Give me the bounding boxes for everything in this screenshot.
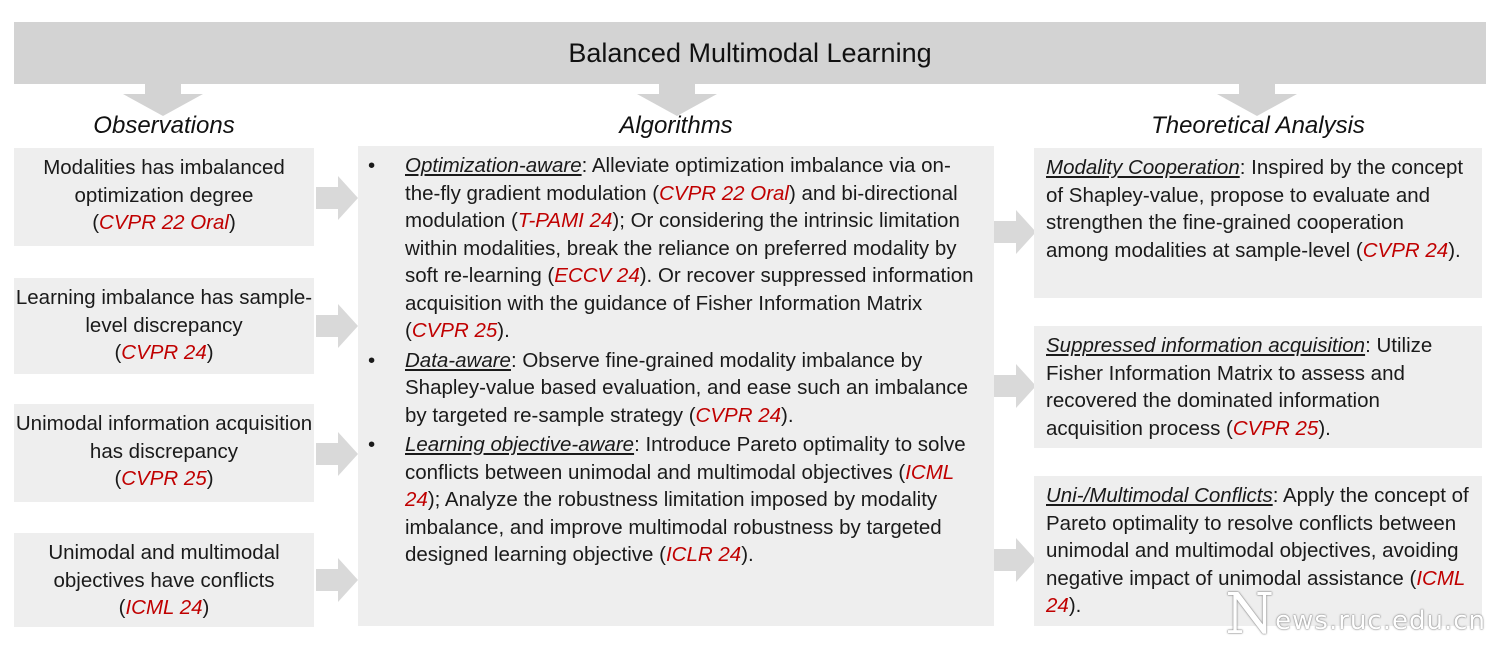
theory-text: ).: [1068, 594, 1082, 617]
citation: CVPR 22 Oral: [659, 181, 789, 205]
observation-text: Unimodal and multimodal objectives have conflicts: [48, 541, 280, 592]
theory-label: Suppressed information acquisition: [1046, 334, 1366, 357]
column-header-algorithms: Algorithms: [619, 112, 733, 139]
algorithms-box: [358, 146, 994, 626]
citation: ECCV 24: [554, 264, 640, 287]
observation-text: Learning imbalance has sample-level discrepancy: [15, 286, 313, 337]
right-arrow-alg-2: [994, 364, 1036, 408]
diagram-title: Balanced Multimodal Learning: [568, 37, 932, 68]
observation-citation: ICML 24: [125, 596, 203, 619]
observation-citation: CVPR 24: [121, 341, 207, 364]
algorithm-text: : Observe fine-grained modality imbalance by Shapley-value based evaluation, and ease such an imbalance by targeted re-sample strategy (: [405, 348, 968, 427]
watermark-initial: N: [1225, 582, 1276, 647]
theory-box-suppressed: [1034, 326, 1482, 448]
theory-text: ).: [1448, 238, 1461, 262]
algorithm-text: ).: [497, 319, 510, 342]
bullet: •: [368, 154, 376, 177]
right-arrow-obs-2: [316, 304, 358, 348]
theory-text: : Utilize Fisher Information Matrix to assess and recovered the dominated information acquisition process (: [1046, 334, 1433, 440]
citation: CVPR 25: [1232, 416, 1319, 440]
right-arrow-obs-4: [316, 558, 358, 602]
column-header-observations: Observations: [93, 112, 235, 139]
algorithm-text: : Alleviate optimization imbalance via on-the-fly gradient modulation (: [405, 154, 951, 205]
citation: CVPR 25: [411, 319, 498, 342]
algorithm-text: ). Or recover suppressed information acquisition with the guidance of Fisher Information Matrix (: [405, 264, 974, 342]
algorithm-item-objective: [358, 431, 994, 569]
right-arrow-alg-1: [994, 210, 1036, 254]
bullet: •: [368, 348, 376, 372]
observation-box-1: Modalities has imbalanced optimization degree (CVPR 22 Oral): [14, 148, 314, 246]
algorithms-list: [358, 152, 994, 569]
algorithm-text: ); Or considering the intrinsic limitation within modalities, break the reliance on preferred modality by soft re-learning (: [405, 209, 960, 287]
algorithm-text: ).: [741, 543, 754, 566]
watermark: [1225, 582, 1486, 647]
citation: CVPR 24: [695, 403, 782, 427]
algorithm-label: Optimization-aware: [405, 154, 582, 177]
right-arrow-alg-3: [994, 538, 1036, 582]
right-arrow-obs-1: [316, 176, 358, 220]
citation: ICML 24: [405, 460, 954, 511]
observation-box-2: Learning imbalance has sample-level discrepancy (CVPR 24): [14, 278, 314, 374]
theory-text: : Inspired by the concept of Shapley-value, propose to evaluate and strengthen the fine-grained cooperation among modalities at sample-level (: [1046, 156, 1464, 262]
theory-box-cooperation: [1034, 148, 1482, 298]
theory-label: Uni-/Multimodal Conflicts: [1046, 484, 1273, 507]
observation-text: Unimodal information acquisition has discrepancy: [15, 412, 313, 463]
algorithm-text: ); Analyze the robustness limitation imposed by modality imbalance, and improve multimodal robustness by targeted designed learning objective (: [405, 488, 942, 566]
citation: ICLR 24: [665, 543, 742, 566]
observation-citation: CVPR 25: [121, 467, 207, 490]
down-arrow-observations: [123, 82, 203, 116]
observation-citation: CVPR 22 Oral: [99, 211, 229, 234]
algorithm-text: : Introduce Pareto optimality to solve conflicts between unimodal and multimodal objectives (: [405, 433, 966, 484]
theory-text: ).: [1318, 416, 1331, 440]
algorithm-text: ) and bi-directional modulation (: [405, 181, 958, 232]
column-header-theory: Theoretical Analysis: [1151, 112, 1365, 139]
algorithm-item-data: [358, 347, 994, 430]
algorithm-label: Learning objective-aware: [405, 433, 635, 456]
diagram-title-banner: [14, 22, 1486, 84]
algorithm-label: Data-aware: [405, 348, 511, 372]
theory-text: : Apply the concept of Pareto optimality to resolve conflicts between unimodal and multimodal objectives, avoiding negative impact of unimodal assistance (: [1046, 484, 1469, 590]
theory-label: Modality Cooperation: [1046, 156, 1240, 179]
observation-box-3: Unimodal information acquisition has discrepancy (CVPR 25): [14, 404, 314, 502]
bullet: •: [368, 433, 376, 456]
down-arrow-algorithms: [637, 82, 717, 116]
algorithm-text: ).: [781, 403, 794, 427]
observation-text: Modalities has imbalanced optimization degree: [43, 156, 285, 207]
algorithm-item-optimization: [358, 152, 994, 345]
citation: T-PAMI 24: [517, 209, 613, 232]
citation: ICML 24: [1046, 566, 1465, 617]
watermark-text: ews.ruc.edu.cn: [1275, 606, 1486, 636]
down-arrow-theory: [1217, 82, 1297, 116]
citation: CVPR 24: [1362, 238, 1449, 262]
right-arrow-obs-3: [316, 432, 358, 476]
observation-box-4: Unimodal and multimodal objectives have conflicts (ICML 24): [14, 533, 314, 627]
